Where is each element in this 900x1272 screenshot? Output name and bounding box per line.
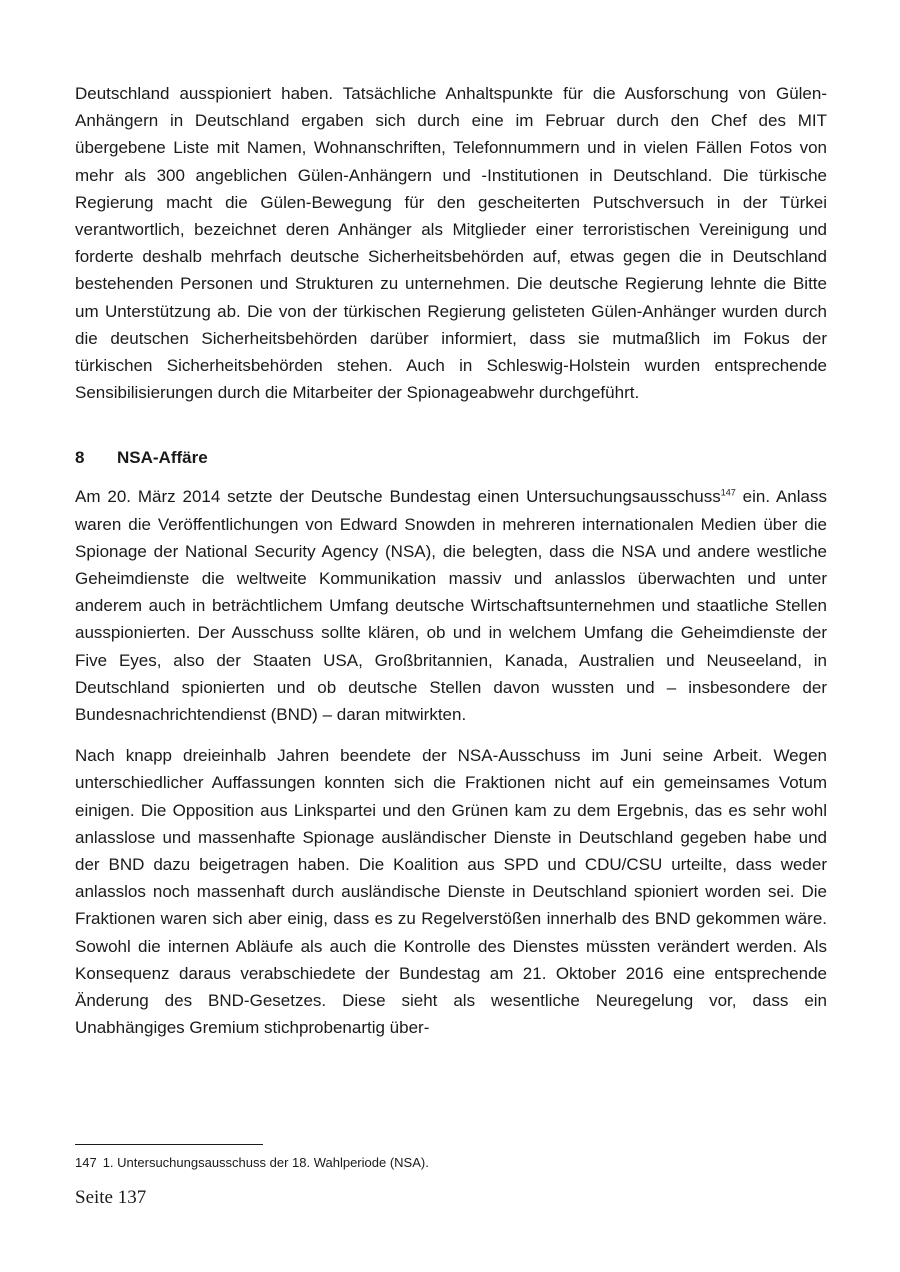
page-number: Seite 137 [75,1187,147,1208]
footnote-divider [75,1144,263,1145]
paragraph-gulen: Deutschland ausspioniert haben. Tatsächliche Anhaltspunkte für die Ausforschung von Gülen-Anhängern in Deutschland ergaben sich durch eine im Februar durch den Chef des MIT übergebene Liste mit Namen, Wohnanschriften, Telefonnummern und in vielen Fällen Fotos von mehr als 300 angeblichen Gülen-Anhängern und -Institutionen in Deutschland. Die türkische Regierung macht die Gülen-Bewegung für den gescheiterten Putschversuch in der Türkei verantwortlich, bezeichnet deren Anhänger als Mitglieder einer terroristischen Vereinigung und forderte deshalb mehrfach deutsche Sicherheitsbehörden auf, etwas gegen die in Deutschland bestehenden Personen und Strukturen zu unternehmen. Die deutsche Regierung lehnte die Bitte um Unterstützung ab. Die von der türkischen Regierung gelisteten Gülen-Anhänger wurden durch die deutschen Sicherheitsbehörden darüber informiert, dass sie mutmaßlich im Fokus der türkischen Sicherheitsbehörden stehen. Auch in Schleswig-Holstein wurden entsprechende Sensibilisierungen durch die Mitarbeiter der Spionageabwehr durchgeführt. [75,84,827,403]
footnote-text: 1. Untersuchungsausschuss der 18. Wahlperiode (NSA). [102,1155,429,1170]
paragraph-nsa-committee [75,483,827,728]
paragraph-nsa-text-start: Am 20. März 2014 setzte der Deutsche Bundestag einen Untersuchungsausschuss [75,487,721,507]
paragraph-nsa-result: Nach knapp dreieinhalb Jahren beendete der NSA-Ausschuss im Juni seine Arbeit. Wegen unterschiedlicher Auffassungen konnten sich die Fraktionen nicht auf ein gemeinsames Votum einigen. Die Opposition aus Linkspartei und den Grünen kam zu dem Ergebnis, das es sehr wohl anlasslose und massenhafte Spionage ausländischer Dienste in Deutschland gegeben habe und der BND dazu beigetragen haben. Die Koalition aus SPD und CDU/CSU urteilte, dass weder anlasslos noch massenhaft durch ausländische Dienste in Deutschland spioniert worden sei. Die Fraktionen waren sich aber einig, dass es zu Regelverstößen innerhalb des BND gekommen wäre. Sowohl die internen Abläufe als auch die Kontrolle des Dienstes müssten verändert werden. Als Konsequenz daraus verabschiedete der Bundestag am 21. Oktober 2016 eine entsprechende Änderung des BND-Gesetzes. Diese sieht als wesentliche Neuregelung vor, dass ein Unabhängiges Gremium stichprobenartig über- [75,746,827,1038]
page-body [75,80,827,1042]
footnote [75,1154,827,1172]
section-title: NSA-Affäre [117,448,208,468]
footnote-number: 147 [75,1155,97,1170]
section-heading [75,444,827,471]
footnote-reference[interactable]: 147 [720,487,736,498]
paragraph-nsa-text-end: ein. Anlass waren die Veröffentlichungen von Edward Snowden in mehreren internationalen Medien über die Spionage der National Security Agency (NSA), die belegten, dass die NSA und andere westliche Geheimdienste die weltweite Kommunikation massiv und anlasslos überwachten und unter anderem auch in beträchtlichem Umfang deutsche Wirtschaftsunternehmen und staatliche Stellen ausspionierten. Der Ausschuss sollte klären, ob und in welchem Umfang die Geheimdienste der Five Eyes, also der Staaten USA, Großbritannien, Kanada, Australien und Neuseeland, in Deutschland spionierten und ob deutsche Stellen davon wussten und – insbesondere der Bundesnachrichtendienst (BND) – daran mitwirkten. [75,487,827,725]
section-number: 8 [75,448,85,468]
